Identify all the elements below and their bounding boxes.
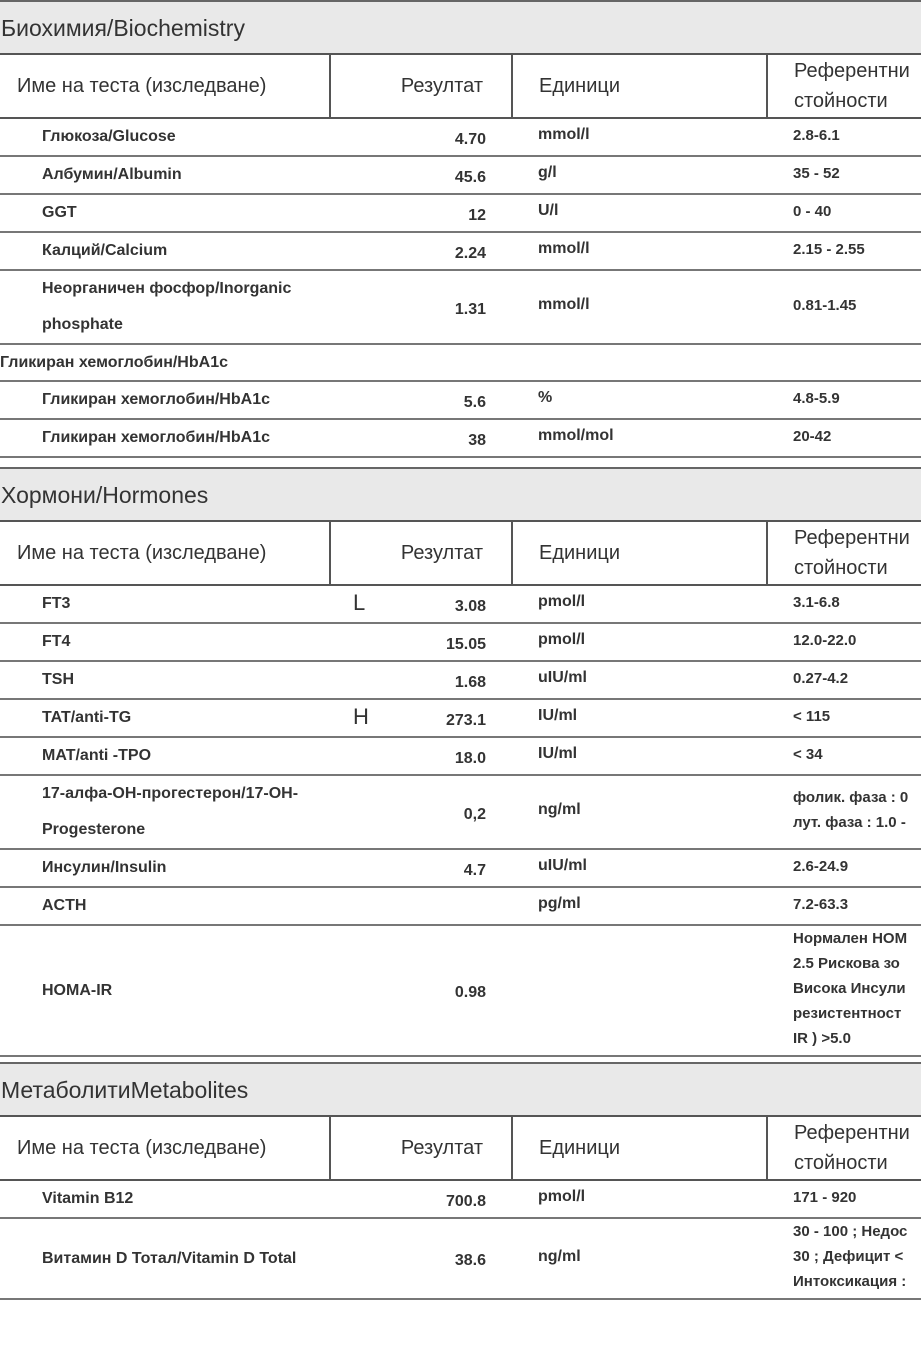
results-table — [0, 53, 921, 458]
header-ref: Референтни стойности — [767, 1116, 921, 1180]
header-name: Име на теста (изследване) — [0, 54, 330, 118]
result-value: 18.0 — [454, 749, 486, 767]
result-cell — [330, 585, 512, 623]
result-cell — [330, 623, 512, 661]
reference-range: < 115 — [767, 699, 921, 737]
test-name: HOMA-IR — [0, 925, 330, 1056]
result-cell — [330, 775, 512, 849]
result-cell — [330, 118, 512, 156]
result-value: 15.05 — [445, 635, 486, 653]
result-value: 700.8 — [445, 1192, 486, 1210]
result-cell — [330, 737, 512, 775]
test-name: 17-алфа-OH-прогестерон/17-OH-Progesterone — [0, 775, 330, 849]
result-cell — [330, 699, 512, 737]
result-cell — [330, 381, 512, 419]
units: uIU/ml — [512, 849, 767, 887]
result-value: 0,2 — [463, 805, 486, 823]
header-ref: Референтни стойности — [767, 521, 921, 585]
test-name: MAT/anti -TPO — [0, 737, 330, 775]
reference-range: 7.2-63.3 — [767, 887, 921, 925]
result-value: 12 — [468, 206, 486, 224]
result-cell — [330, 1180, 512, 1218]
result-value: 2.24 — [454, 244, 486, 262]
result-value: 38.6 — [454, 1252, 486, 1269]
table-row — [0, 381, 921, 419]
table-row — [0, 775, 921, 849]
result-value: 4.70 — [454, 130, 486, 148]
test-name: GGT — [0, 194, 330, 232]
reference-range: 0 - 40 — [767, 194, 921, 232]
units: ng/ml — [512, 775, 767, 849]
result-value: 0.98 — [454, 984, 486, 1001]
result-value: 3.08 — [454, 597, 486, 615]
result-cell — [330, 194, 512, 232]
result-cell — [330, 232, 512, 270]
reference-range: 4.8-5.9 — [767, 381, 921, 419]
units: mmol/mol — [512, 419, 767, 457]
reference-range: 30 - 100 ; Недос 30 ; Дефицит < Интоксикация : — [767, 1218, 921, 1299]
result-cell — [330, 270, 512, 344]
result-value: 1.31 — [454, 300, 486, 318]
reference-range: фолик. фаза : 0 лут. фаза : 1.0 - — [767, 775, 921, 849]
header-result: Резултат — [330, 521, 512, 585]
result-cell — [330, 887, 512, 925]
units: ng/ml — [512, 1218, 767, 1299]
table-row — [0, 1218, 921, 1299]
test-name: Неорганичен фосфор/Inorganic phosphate — [0, 270, 330, 344]
result-cell — [330, 419, 512, 457]
test-name: FT3 — [0, 585, 330, 623]
result-value: 1.68 — [454, 673, 486, 691]
result-flag: L — [353, 590, 366, 615]
units: IU/ml — [512, 737, 767, 775]
section-metabolites — [0, 1062, 921, 1300]
units: mmol/l — [512, 232, 767, 270]
units: uIU/ml — [512, 661, 767, 699]
result-cell — [330, 156, 512, 194]
reference-range: 0.27-4.2 — [767, 661, 921, 699]
reference-range: 2.6-24.9 — [767, 849, 921, 887]
section-title: Биохимия/Biochemistry — [0, 0, 921, 53]
units: pg/ml — [512, 887, 767, 925]
test-name: FT4 — [0, 623, 330, 661]
header-units: Единици — [512, 54, 767, 118]
header-units: Единици — [512, 1116, 767, 1180]
reference-range: 20-42 — [767, 419, 921, 457]
result-value: 5.6 — [463, 393, 486, 411]
table-row — [0, 194, 921, 232]
header-name: Име на теста (изследване) — [0, 521, 330, 585]
test-name: TSH — [0, 661, 330, 699]
table-row — [0, 849, 921, 887]
table-header-row — [0, 54, 921, 118]
units: pmol/l — [512, 1180, 767, 1218]
test-name: Албумин/Albumin — [0, 156, 330, 194]
units: U/l — [512, 194, 767, 232]
table-row — [0, 623, 921, 661]
test-name: Инсулин/Insulin — [0, 849, 330, 887]
table-row — [0, 1180, 921, 1218]
table-row — [0, 232, 921, 270]
reference-range: 2.15 - 2.55 — [767, 232, 921, 270]
reference-range: 171 - 920 — [767, 1180, 921, 1218]
header-result: Резултат — [330, 54, 512, 118]
test-name: Витамин D Тотал/Vitamin D Total — [0, 1218, 330, 1299]
table-row — [0, 661, 921, 699]
reference-range: 35 - 52 — [767, 156, 921, 194]
units: pmol/l — [512, 623, 767, 661]
table-row — [0, 156, 921, 194]
units: pmol/l — [512, 585, 767, 623]
result-value: 45.6 — [454, 168, 486, 186]
table-row — [0, 118, 921, 156]
units: % — [512, 381, 767, 419]
test-name: ACTH — [0, 887, 330, 925]
results-table — [0, 520, 921, 1057]
section-title: Хормони/Hormones — [0, 467, 921, 520]
units: mmol/l — [512, 118, 767, 156]
test-name: Vitamin B12 — [0, 1180, 330, 1218]
result-value: 4.7 — [463, 861, 486, 879]
test-name: Глюкоза/Glucose — [0, 118, 330, 156]
result-value: 273.1 — [445, 711, 486, 729]
reference-range: Нормален HOM 2.5 Рискова зо Висока Инсули резистентност IR ) >5.0 — [767, 925, 921, 1056]
results-table — [0, 1115, 921, 1300]
table-row — [0, 887, 921, 925]
result-cell — [330, 1218, 512, 1299]
table-row — [0, 699, 921, 737]
result-value: 38 — [468, 431, 486, 449]
reference-range: 0.81-1.45 — [767, 270, 921, 344]
table-header-row — [0, 1116, 921, 1180]
header-result: Резултат — [330, 1116, 512, 1180]
table-row — [0, 585, 921, 623]
result-flag: H — [353, 704, 369, 729]
units — [512, 925, 767, 1056]
table-header-row — [0, 521, 921, 585]
table-row — [0, 419, 921, 457]
units: mmol/l — [512, 270, 767, 344]
section-biochemistry — [0, 0, 921, 458]
reference-range: < 34 — [767, 737, 921, 775]
header-units: Единици — [512, 521, 767, 585]
group-row — [0, 344, 921, 381]
table-row — [0, 925, 921, 1056]
result-cell — [330, 925, 512, 1056]
reference-range: 2.8-6.1 — [767, 118, 921, 156]
header-ref: Референтни стойности — [767, 54, 921, 118]
group-label: Гликиран хемоглобин/HbA1c — [0, 344, 921, 381]
test-name: TAT/anti-TG — [0, 699, 330, 737]
result-cell — [330, 849, 512, 887]
table-row — [0, 737, 921, 775]
section-title: МетаболитиMetabolites — [0, 1062, 921, 1115]
reference-range: 12.0-22.0 — [767, 623, 921, 661]
units: IU/ml — [512, 699, 767, 737]
table-row — [0, 270, 921, 344]
test-name: Гликиран хемоглобин/HbA1c — [0, 381, 330, 419]
test-name: Гликиран хемоглобин/HbA1c — [0, 419, 330, 457]
units: g/l — [512, 156, 767, 194]
reference-range: 3.1-6.8 — [767, 585, 921, 623]
result-cell — [330, 661, 512, 699]
header-name: Име на теста (изследване) — [0, 1116, 330, 1180]
test-name: Калций/Calcium — [0, 232, 330, 270]
section-hormones — [0, 467, 921, 1057]
